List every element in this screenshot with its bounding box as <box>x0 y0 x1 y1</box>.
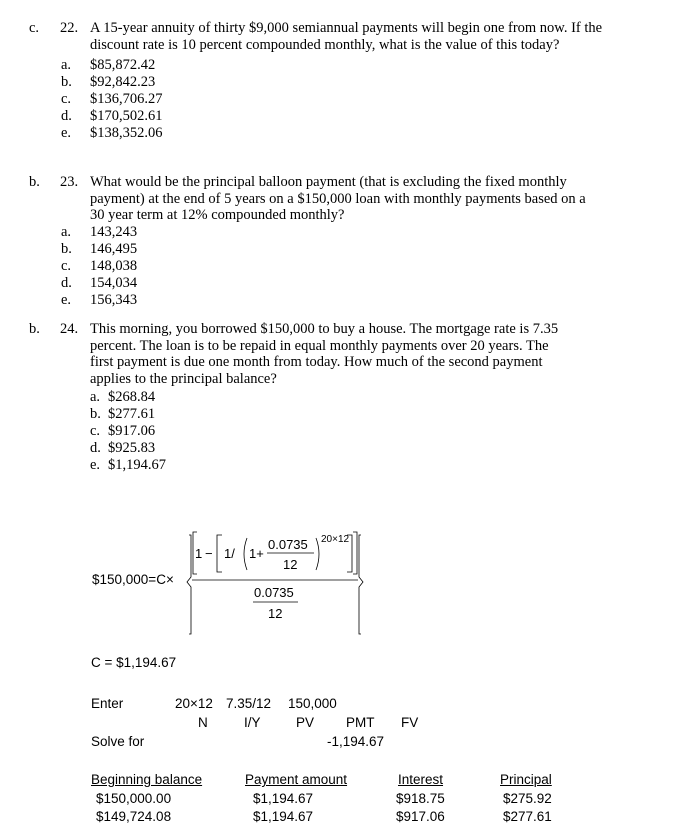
q24-option-letter: d. <box>90 440 101 456</box>
calc-key-pmt: PMT <box>346 715 375 730</box>
q22-option-value: $138,352.06 <box>90 125 163 141</box>
calc-solved-pmt: -1,194.67 <box>327 734 385 749</box>
formula-paren-right <box>316 538 319 570</box>
q22-option-letter: d. <box>61 108 72 124</box>
q22-option-letter: c. <box>61 91 72 107</box>
formula-minus: − <box>205 546 213 561</box>
amort-cell-beginning-balance: $150,000.00 <box>96 791 172 806</box>
q23-text: What would be the principal balloon payment (that is excluding the fixed monthly payment) at the end of 5 years on a $150,000 loan with monthly payments based on a 30 year term at 12% compounded monthly? <box>90 174 586 223</box>
formula-left-brace <box>187 535 191 634</box>
formula-inner-den: 12 <box>283 557 298 572</box>
q22-number: 22. <box>60 20 79 36</box>
calc-input-n: 20×12 <box>175 696 213 711</box>
q23-option-value: 154,034 <box>90 275 138 291</box>
amort-cell-interest: $918.75 <box>396 791 445 806</box>
q23-number: 23. <box>60 174 79 190</box>
amort-cell-beginning-balance: $149,724.08 <box>96 809 172 824</box>
q22-option-value: $85,872.42 <box>90 57 156 73</box>
q24-text: This morning, you borrowed $150,000 to buy a house. The mortgage rate is 7.35 percent. The loan is to be repaid in equal monthly payments over 20 years. The first payment is due one month from today. How much of the second payment applies to the principal balance? <box>90 321 559 387</box>
q23-option-value: 146,495 <box>90 241 138 257</box>
q22-option-letter: a. <box>61 57 72 73</box>
calc-key-pv: PV <box>296 715 315 730</box>
q23-option-value: 148,038 <box>90 258 138 274</box>
formula-lhs: $150,000=C× <box>92 572 174 587</box>
q22-option-value: $170,502.61 <box>90 108 163 124</box>
formula-one-plus: 1+ <box>249 546 264 561</box>
annuity-formula <box>85 522 385 642</box>
q22-text: A 15-year annuity of thirty $9,000 semiannual payments will begin one from now. If the discount rate is 10 percent compounded monthly, what is the value of this today? <box>90 20 603 53</box>
q24-option-value: $925.83 <box>108 440 156 456</box>
q23-option-value: 156,343 <box>90 292 138 308</box>
amort-cell-principal: $275.92 <box>503 791 552 806</box>
q24-option-letter: c. <box>90 423 101 439</box>
q23-answer-key: b. <box>29 174 40 190</box>
q22-option-value: $136,706.27 <box>90 91 163 107</box>
q22-option-value: $92,842.23 <box>90 74 156 90</box>
q24-answer-key: b. <box>29 321 40 337</box>
formula-den-den: 12 <box>268 606 283 621</box>
calc-enter-label: Enter <box>91 696 124 711</box>
formula-inner-num: 0.0735 <box>268 537 308 552</box>
q22-option-letter: b. <box>61 74 72 90</box>
amort-cell-interest: $917.06 <box>396 809 445 824</box>
calc-key-n: N <box>198 715 208 730</box>
calc-input-pv: 150,000 <box>288 696 337 711</box>
q23-option-value: 143,243 <box>90 224 138 240</box>
calc-key-iy: I/Y <box>244 715 261 730</box>
q24-option-letter: b. <box>90 406 101 422</box>
q22-option-letter: e. <box>61 125 72 141</box>
q24-option-value: $917.06 <box>108 423 156 439</box>
amort-cell-payment-amount: $1,194.67 <box>253 809 314 824</box>
formula-one-over: 1/ <box>224 546 235 561</box>
payment-result: C = $1,194.67 <box>91 655 177 670</box>
q23-option-letter: c. <box>61 258 72 274</box>
formula-one: 1 <box>195 546 203 561</box>
formula-exponent: 20×12 <box>321 534 350 545</box>
q23-option-letter: e. <box>61 292 72 308</box>
q24-option-value: $277.61 <box>108 406 156 422</box>
formula-den-num: 0.0735 <box>254 585 294 600</box>
formula-paren-left <box>244 538 247 570</box>
q24-option-letter: a. <box>90 389 101 405</box>
amort-header-payment-amount: Payment amount <box>245 772 348 787</box>
formula-num-right-bracket <box>353 532 357 574</box>
formula-inner-left-bracket <box>217 535 222 572</box>
amort-cell-payment-amount: $1,194.67 <box>253 791 314 806</box>
amort-header-beginning-balance: Beginning balance <box>91 772 203 787</box>
calc-key-fv: FV <box>401 715 419 730</box>
amort-header-principal: Principal <box>500 772 552 787</box>
calc-solve-label: Solve for <box>91 734 145 749</box>
q24-option-letter: e. <box>90 457 101 473</box>
q23-option-letter: a. <box>61 224 72 240</box>
amort-header-interest: Interest <box>398 772 444 787</box>
q24-option-value: $268.84 <box>108 389 156 405</box>
q23-option-letter: b. <box>61 241 72 257</box>
q24-option-value: $1,194.67 <box>108 457 166 473</box>
q23-option-letter: d. <box>61 275 72 291</box>
q22-answer-key: c. <box>29 20 40 36</box>
formula-right-brace <box>359 535 363 634</box>
amort-cell-principal: $277.61 <box>503 809 552 824</box>
calc-input-iy: 7.35/12 <box>226 696 272 711</box>
q24-number: 24. <box>60 321 79 337</box>
